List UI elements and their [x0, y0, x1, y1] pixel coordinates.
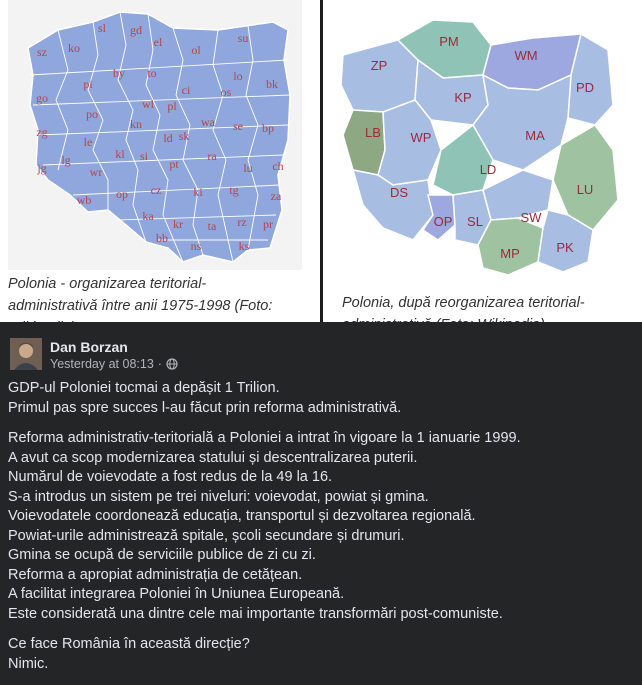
shared-image-area: [0, 0, 642, 322]
old-voivodeship-label: ld: [163, 131, 173, 145]
old-voivodeship-label: pl: [167, 99, 177, 113]
old-voivodeship-label: ki: [193, 185, 203, 199]
new-voivodeship-label: SW: [520, 210, 542, 225]
post-line: Reforma a apropiat administrația de cetățean.: [8, 566, 303, 583]
old-voivodeship-label: to: [147, 66, 157, 80]
globe-icon[interactable]: [166, 358, 178, 370]
old-voivodeship-label: pi: [83, 77, 93, 91]
avatar[interactable]: [10, 338, 42, 370]
post-meta: [50, 357, 178, 371]
old-voivodeship-label: se: [233, 119, 243, 133]
new-voivodeship-label: MP: [500, 246, 520, 261]
author-name[interactable]: Dan Borzan: [50, 339, 128, 355]
old-voivodeship-label: tg: [229, 183, 239, 197]
old-voivodeship-label: kr: [173, 217, 183, 231]
new-voivodeship-label: PM: [439, 34, 459, 49]
new-voivodeship-label: PD: [575, 80, 595, 95]
old-voivodeship-label: zg: [36, 125, 48, 139]
facebook-post: [0, 322, 642, 683]
old-voivodeship-label: sk: [178, 129, 190, 143]
old-voivodeship-label: ta: [207, 219, 217, 233]
old-voivodeship-label: kl: [115, 147, 125, 161]
old-voivodeship-label: lo: [233, 69, 243, 83]
post-line: A avut ca scop modernizarea statului și descentralizarea puterii.: [8, 449, 418, 466]
old-voivodeship-label: lu: [243, 161, 253, 175]
post-timestamp[interactable]: Yesterday at 08:13: [50, 357, 154, 371]
new-voivodeship-label: MA: [525, 128, 545, 143]
old-voivodeship-label: sl: [97, 21, 107, 35]
old-voivodeship-label: rz: [237, 215, 247, 229]
avatar-photo-icon: [10, 338, 42, 370]
old-voivodeship-label: ko: [68, 41, 80, 55]
right-image-panel[interactable]: [323, 0, 642, 322]
post-line: Powiat-urile administrează spitale, școli secundare și drumuri.: [8, 527, 405, 544]
old-voivodeship-label: go: [36, 91, 48, 105]
old-voivodeship-label: ka: [142, 209, 154, 223]
old-voivodeship-label: sz: [37, 45, 47, 59]
old-voivodeship-label: su: [237, 31, 249, 45]
old-voivodeship-label: el: [153, 35, 163, 49]
post-line: Este considerată una dintre cele mai importante transformări post-comuniste.: [8, 605, 503, 622]
old-voivodeship-label: ra: [207, 149, 217, 163]
left-image-panel[interactable]: [0, 0, 320, 322]
post-line: A facilitat integrarea Poloniei în Uniunea Europeană.: [8, 586, 345, 602]
old-voivodeship-label: za: [270, 189, 282, 203]
poland-16-voivodeships-map: [323, 0, 642, 288]
old-voivodeship-label: si: [139, 149, 149, 163]
new-voivodeship-label: LU: [576, 182, 594, 197]
new-voivodeship-label: SL: [467, 214, 483, 229]
old-voivodeship-label: ch: [272, 159, 284, 173]
old-voivodeship-label: by: [113, 66, 125, 80]
old-voivodeship-label: ol: [191, 43, 201, 57]
meta-separator: ·: [157, 357, 162, 371]
new-voivodeship-label: WP: [410, 130, 432, 145]
old-voivodeship-label: wa: [201, 115, 215, 129]
poland-49-voivodeships-map: [8, 0, 302, 270]
new-voivodeship-label: DS: [389, 185, 409, 200]
old-voivodeship-label: jg: [37, 161, 47, 175]
region-sw: [483, 170, 553, 220]
old-voivodeship-label: ci: [181, 83, 191, 97]
region-lb: [343, 110, 385, 175]
map-after-1999: [323, 0, 642, 288]
old-voivodeship-label: bp: [262, 121, 274, 135]
new-voivodeship-label: PK: [556, 240, 574, 255]
post-body: [8, 379, 634, 685]
right-caption-line-1: Polonia, după reorganizarea teritorial-: [342, 295, 585, 311]
paragraph-3: [8, 635, 634, 674]
post-line: Ce face România în această direcție?: [8, 636, 250, 652]
old-voivodeship-label: kn: [130, 117, 142, 131]
old-voivodeship-label: po: [86, 107, 98, 121]
old-voivodeship-label: wr: [89, 165, 103, 179]
region-zp: [341, 40, 418, 112]
old-voivodeship-label: gd: [130, 23, 142, 37]
new-voivodeship-label: LB: [365, 125, 381, 140]
new-voivodeship-label: WM: [514, 48, 538, 63]
post-line: Numărul de voievodate a fost redus de la 49 la 16.: [8, 469, 333, 485]
map-1975-1998: [8, 0, 302, 270]
old-voivodeship-label: wl: [142, 97, 154, 111]
old-voivodeship-label: os: [220, 85, 232, 99]
post-line: S-a introdus un sistem pe trei niveluri: voievodat, powiat și gmina.: [8, 488, 429, 505]
new-voivodeship-label: OP: [433, 214, 453, 229]
post-line: Gmina se ocupă de serviciile publice de zi cu zi.: [8, 547, 316, 563]
post-line: Primul pas spre succes l-au făcut prin reforma administrativă.: [8, 399, 402, 416]
new-voivodeship-label: ZP: [370, 58, 388, 73]
old-voivodeship-label: wb: [76, 193, 92, 207]
post-line: Nimic.: [8, 655, 49, 672]
old-voivodeship-label: ks: [238, 239, 250, 253]
old-voivodeship-label: le: [83, 135, 93, 149]
post-line: Voievodatele coordonează educația, transportul și dezvoltarea regională.: [8, 508, 476, 524]
paragraph-2: [8, 429, 634, 624]
new-voivodeship-label: LD: [479, 162, 497, 177]
old-voivodeship-label: bb: [156, 231, 168, 245]
old-voivodeship-label: lg: [61, 153, 71, 167]
old-voivodeship-label: op: [116, 187, 128, 201]
left-caption-line-1: Polonia - organizarea teritorial-: [8, 276, 207, 292]
post-line: Reforma administrativ-teritorială a Poloniei a intrat în vigoare la 1 ianuarie 1999.: [8, 430, 521, 446]
left-caption-line-2: administrativă între anii 1975-1998 (Foto:: [8, 298, 273, 314]
paragraph-1: [8, 379, 634, 418]
old-voivodeship-label: ns: [190, 239, 202, 253]
old-voivodeship-label: cz: [150, 183, 162, 197]
post-line: GDP-ul Poloniei tocmai a depășit 1 Trilion.: [8, 380, 280, 396]
old-voivodeship-label: bk: [266, 77, 278, 91]
old-voivodeship-label: pr: [263, 217, 273, 231]
new-voivodeship-label: KP: [454, 90, 472, 105]
old-voivodeship-label: pt: [169, 157, 179, 171]
